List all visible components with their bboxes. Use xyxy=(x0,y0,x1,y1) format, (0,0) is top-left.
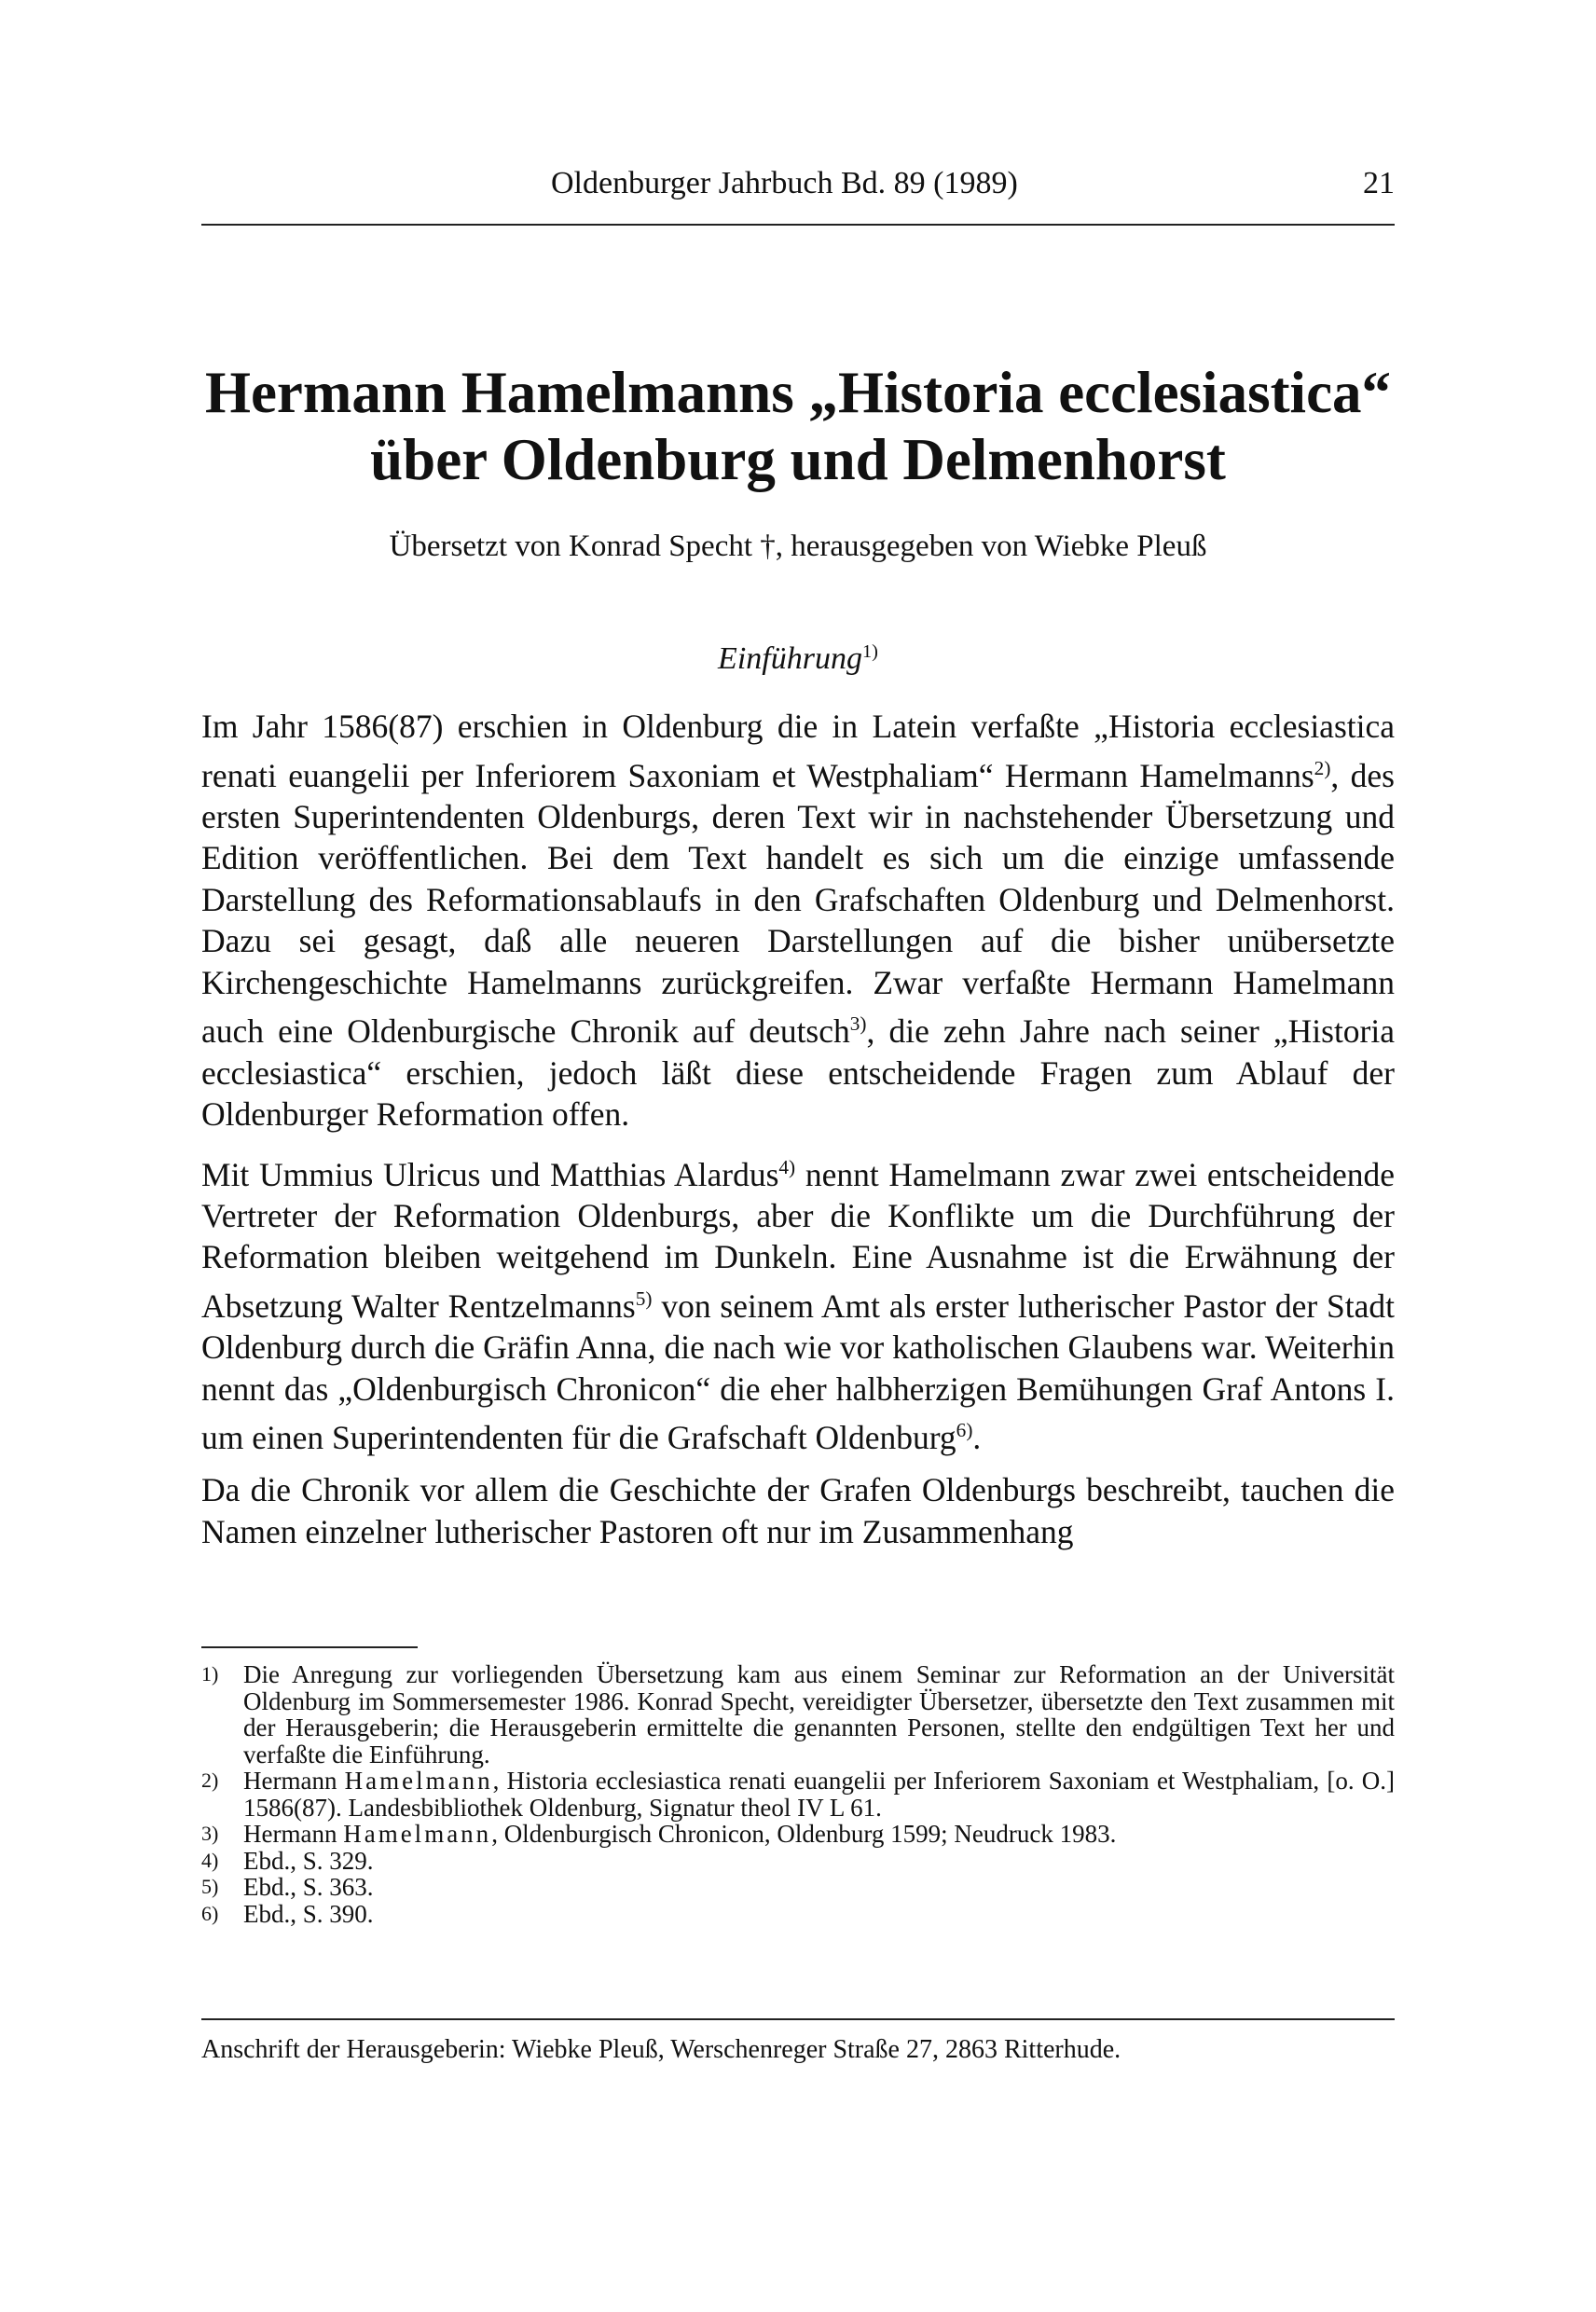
footnote-text: Ebd., S. 363. xyxy=(243,1873,374,1901)
footnote-text-part: , Oldenburgisch Chronicon, Oldenburg 1599; Neudruck 1983. xyxy=(491,1820,1117,1848)
byline: Übersetzt von Konrad Specht †, herausgegeben von Wiebke Pleuß xyxy=(389,530,1207,563)
footnote-text: Ebd., S. 390. xyxy=(243,1899,374,1928)
footnote-text xyxy=(243,1768,1395,1821)
journal-title: Oldenburger Jahrbuch Bd. 89 (1989) xyxy=(551,166,1018,200)
footnote xyxy=(201,1874,1395,1901)
section-heading xyxy=(201,641,1395,677)
footnote-mark: 6) xyxy=(201,1901,219,1925)
paragraph xyxy=(201,1147,1395,1459)
footnote-mark: 4) xyxy=(201,1848,219,1872)
page-number: 21 xyxy=(1363,166,1395,200)
address-divider xyxy=(201,2018,1395,2020)
footnote-ref: 3) xyxy=(849,1012,867,1036)
footnote-text xyxy=(243,1821,1395,1848)
footnote-text: Ebd., S. 329. xyxy=(243,1846,374,1875)
footnote xyxy=(201,1848,1395,1875)
footnote-divider xyxy=(201,1646,418,1648)
footnote-text-part: , Historia ecclesiastica renati euangelii per Inferiorem Saxoniam et Westphaliam, [o. O.] 1586(87). Landesbibliothek Oldenburg, Signatur theol IV L 61. xyxy=(243,1767,1395,1822)
footnote-text-part: Hermann xyxy=(243,1767,345,1795)
footnote-text: Die Anregung zur vorliegenden Übersetzung kam aus einem Seminar zur Reformation an der Universität Oldenburg im Sommersemester 1986. Konrad Specht, vereidigter Übersetzer, übersetzte den Text zusammen mit der Herausgeberin; die Herausgeberin ermittelte die genannten Personen, stellte den endgültigen Text her und verfaßte die Einführung. xyxy=(243,1660,1395,1768)
author-name: Hamelmann xyxy=(343,1820,492,1848)
section-heading-text: Einführung xyxy=(718,641,862,677)
footnote xyxy=(201,1661,1395,1768)
paragraph: Da die Chronik vor allem die Geschichte der Grafen Oldenburgs beschreibt, tauchen die Namen einzelner lutherischer Pastoren oft nur im Zusammenhang xyxy=(201,1471,1395,1550)
paragraph-text: von seinem Amt als erster lutherischer Pastor der Stadt Oldenburg durch die Gräfin Anna, die nach wie vor katholischen Glaubens war. Weiterhin nennt das „Oldenburgisch Chronicon“ die eher halbherzigen Bemühungen Graf Antons I. um einen Superintendenten für die Grafschaft Oldenburg xyxy=(201,1287,1395,1456)
footnote-mark: 5) xyxy=(201,1875,219,1898)
footnote-ref: 4) xyxy=(778,1155,796,1178)
footnote-mark: 1) xyxy=(201,1662,219,1686)
paragraph-text: nennt Hamelmann zwar zwei entscheidende Vertreter der Reformation Oldenburgs, aber die Konflikte um die Durchführung der Reformation bleiben weitgehend im Dunkeln. Eine Ausnahme ist die Erwähnung der Absetzung Walter Rentzelmanns xyxy=(201,1155,1395,1325)
article-title xyxy=(201,359,1395,493)
paragraph-text: Im Jahr 1586(87) erschien in Oldenburg die in Latein verfaßte „Historia ecclesiastica renati euangelii per Inferiorem Saxoniam et Westphaliam“ Hermann Hamelmanns xyxy=(201,708,1395,794)
footnote-ref: 6) xyxy=(956,1419,973,1442)
paragraph-text: . xyxy=(972,1418,982,1456)
footnotes xyxy=(201,1661,1395,1927)
paragraph xyxy=(201,706,1395,1135)
body-text xyxy=(201,706,1395,1563)
editor-address: Anschrift der Herausgeberin: Wiebke Pleuß, Werschenreger Straße 27, 2863 Ritterhude. xyxy=(201,2035,1121,2064)
header-divider xyxy=(201,224,1395,226)
footnote xyxy=(201,1821,1395,1848)
footnote-text-part: Hermann xyxy=(243,1820,344,1848)
paragraph-text: , des ersten Superintendenten Oldenburgs, deren Text wir in nachstehender Übersetzung und Edition veröffentlichen. Bei dem Text handelt es sich um die einzige umfassende Darstellung des Reformationsablaufs in den Grafschaften Oldenburg und Delmenhorst. Dazu sei gesagt, daß alle neueren Darstellungen auf die bisher unübersetzte Kirchengeschichte Hamelmanns zurückgreifen. Zwar verfaßte Hermann Hamelmann auch eine Oldenburgische Chronik auf deutsch xyxy=(201,756,1396,1051)
footnote-ref: 2) xyxy=(1314,756,1331,779)
footnote xyxy=(201,1768,1395,1821)
article-title-line-1: Hermann Hamelmanns „Historia ecclesiastica“ xyxy=(204,360,1392,425)
article-title-line-2: über Oldenburg und Delmenhorst xyxy=(370,427,1226,492)
footnote-ref: 1) xyxy=(861,641,878,662)
footnote-ref: 5) xyxy=(635,1287,653,1310)
paragraph-text: Mit Ummius Ulricus und Matthias Alardus xyxy=(201,1155,779,1193)
footnote-mark: 3) xyxy=(201,1822,219,1845)
footnote xyxy=(201,1901,1395,1928)
footnote-mark: 2) xyxy=(201,1768,219,1792)
paragraph-text: , die zehn Jahre nach seiner „Historia ecclesiastica“ erschien, jedoch läßt diese entscheidende Fragen zum Ablauf der Oldenburger Reformation offen. xyxy=(201,1012,1396,1134)
author-name: Hamelmann xyxy=(344,1767,493,1795)
